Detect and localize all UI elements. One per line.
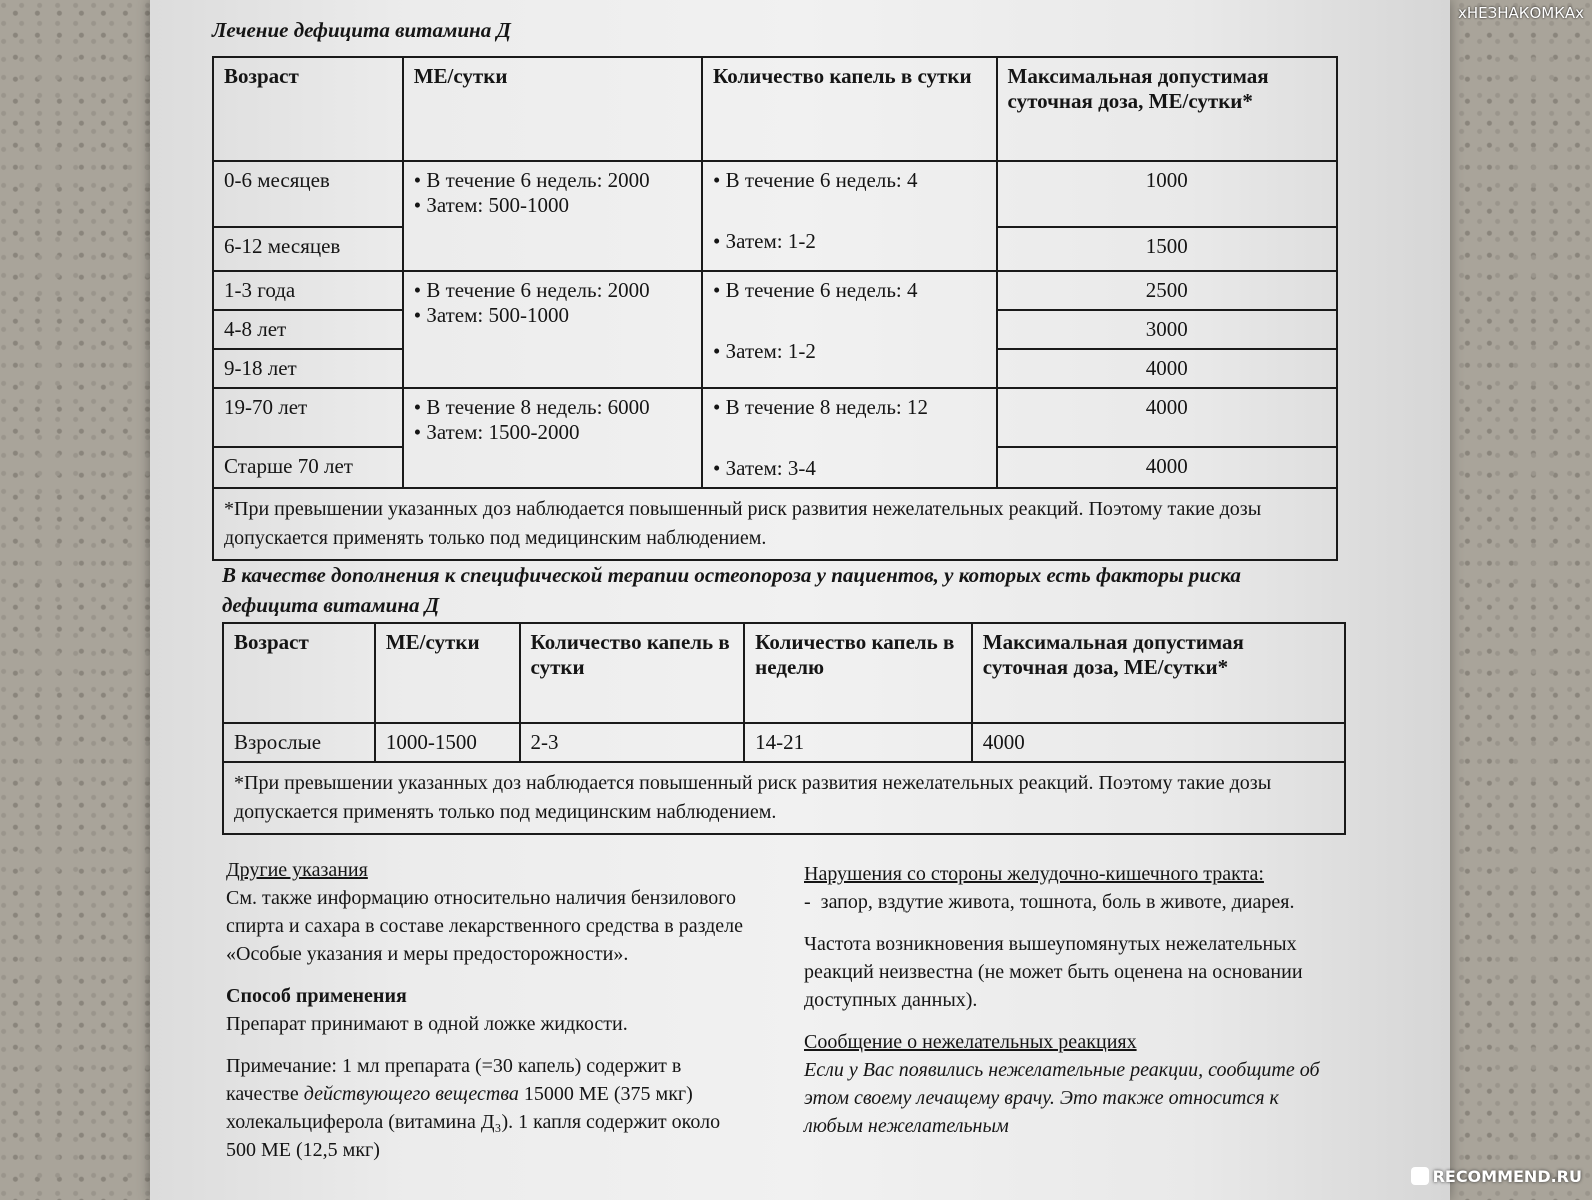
table1-footnote: *При превышении указанных доз наблюдается повышенный риск развития нежелательных реакций. Поэтому такие дозы допускается применять только под медицинским наблюдением. <box>213 488 1337 560</box>
max-dose-cell: 4000 <box>997 447 1337 488</box>
right-column <box>804 860 1334 1140</box>
drops-cell <box>702 388 996 488</box>
drops-then: • Затем: 1-2 <box>713 339 985 364</box>
drops-course: • В течение 6 недель: 4 <box>713 278 985 303</box>
max-dose-cell: 1000 <box>997 161 1337 227</box>
iu-then: • Затем: 500-1000 <box>414 193 691 218</box>
note-italic: действующего вещества <box>303 1083 519 1105</box>
max-dose-cell: 4000 <box>997 388 1337 447</box>
max-dose-cell: 4000 <box>972 723 1345 762</box>
gi-item-text: запор, вздутие живота, тошнота, боль в животе, диарея. <box>820 891 1295 913</box>
iu-cell <box>403 271 702 388</box>
iu-cell: 1000-1500 <box>375 723 520 762</box>
report-text: Если у Вас появились нежелательные реакции, сообщите об этом своему лечащему врачу. Это также относится к любым нежелательным <box>804 1059 1320 1137</box>
header-iu-day: МЕ/сутки <box>375 623 520 723</box>
watermark: хНЕЗНАКОМКАх <box>1458 4 1584 22</box>
logo-text: RECOMMEND.RU <box>1432 1167 1582 1186</box>
header-max-dose: Максимальная допустимая суточная доза, МЕ/сутки* <box>997 57 1337 161</box>
method-title: Способ применения <box>226 985 407 1007</box>
vitamin-d-treatment-table <box>212 56 1338 561</box>
iu-then: • Затем: 500-1000 <box>414 303 691 328</box>
note-prefix: Примечание: 1 мл препарата (=30 капель) содержит в качестве <box>226 1055 682 1105</box>
drops-cell <box>702 161 996 271</box>
header-drops-day: Количество капель в сутки <box>702 57 996 161</box>
drops-course: • В течение 6 недель: 4 <box>713 168 985 193</box>
gi-disorders-title: Нарушения со стороны желудочно-кишечного тракта: <box>804 863 1264 885</box>
logo-icon <box>1411 1167 1429 1185</box>
header-age: Возраст <box>213 57 403 161</box>
header-iu-day: МЕ/сутки <box>403 57 702 161</box>
header-max-dose: Максимальная допустимая суточная доза, МЕ/сутки* <box>972 623 1345 723</box>
max-dose-cell: 3000 <box>997 310 1337 349</box>
report-title: Сообщение о нежелательных реакциях <box>804 1031 1137 1053</box>
drops-course: • В течение 8 недель: 12 <box>713 395 985 420</box>
dosage-note <box>226 1052 746 1164</box>
table2-footnote: *При превышении указанных доз наблюдается повышенный риск развития нежелательных реакций. Поэтому такие дозы допускается применять только под медицинским наблюдением. <box>223 762 1345 834</box>
left-column <box>226 856 746 1164</box>
section2-title: В качестве дополнения к специфической терапии остеопороза у пациентов, у которых есть факторы риска дефицита витамина Д <box>222 563 1241 617</box>
drops-cell <box>702 271 996 388</box>
drops-day-cell: 2-3 <box>520 723 745 762</box>
note-suffix: 15000 МЕ (375 мкг) холекальциферола (витамина Д₃). 1 капля содержит около 500 МЕ (12,5 мкг) <box>226 1083 721 1161</box>
age-cell: 0-6 месяцев <box>213 161 403 227</box>
age-cell: 6-12 месяцев <box>213 227 403 271</box>
iu-cell <box>403 388 702 488</box>
osteoporosis-dose-table <box>222 622 1346 835</box>
iu-then: • Затем: 1500-2000 <box>414 420 691 445</box>
header-drops-day: Количество капель в сутки <box>520 623 745 723</box>
age-cell: 19-70 лет <box>213 388 403 447</box>
max-dose-cell: 2500 <box>997 271 1337 310</box>
section1-title: Лечение дефицита витамина Д <box>212 18 511 42</box>
age-cell: 4-8 лет <box>213 310 403 349</box>
iu-cell <box>403 161 702 271</box>
age-cell: Старше 70 лет <box>213 447 403 488</box>
iu-course: • В течение 6 недель: 2000 <box>414 278 691 303</box>
drops-week-cell: 14-21 <box>744 723 972 762</box>
age-cell: 9-18 лет <box>213 349 403 388</box>
header-drops-week: Количество капель в неделю <box>744 623 972 723</box>
age-cell: Взрослые <box>223 723 375 762</box>
other-instructions-text: См. также информацию относительно наличия бензилового спирта и сахара в составе лекарственного средства в разделе «Особые указания и меры предосторожности». <box>226 887 744 965</box>
iu-course: • В течение 6 недель: 2000 <box>414 168 691 193</box>
method-text: Препарат принимают в одной ложке жидкости. <box>226 1013 628 1035</box>
gi-disorders-item: - запор, вздутие живота, тошнота, боль в животе, диарея. <box>804 891 1295 913</box>
recommend-logo <box>1411 1167 1582 1186</box>
age-cell: 1-3 года <box>213 271 403 310</box>
other-instructions-title: Другие указания <box>226 859 368 881</box>
max-dose-cell: 4000 <box>997 349 1337 388</box>
header-age: Возраст <box>223 623 375 723</box>
frequency-text: Частота возникновения вышеупомянутых нежелательных реакций неизвестна (не может быть оценена на основании доступных данных). <box>804 933 1303 1011</box>
max-dose-cell: 1500 <box>997 227 1337 271</box>
drops-then: • Затем: 3-4 <box>713 456 985 481</box>
iu-course: • В течение 8 недель: 6000 <box>414 395 691 420</box>
drops-then: • Затем: 1-2 <box>713 229 985 254</box>
